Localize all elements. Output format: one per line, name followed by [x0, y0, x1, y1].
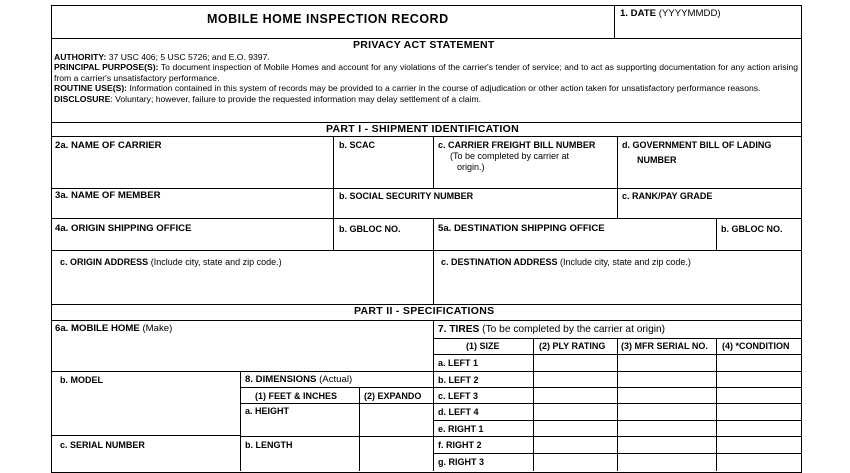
dimensions-text: 8. DIMENSIONS: [245, 374, 317, 385]
mobile-home-text: 6a. MOBILE HOME: [55, 323, 140, 334]
model-field[interactable]: [52, 387, 239, 434]
divider: [240, 387, 433, 388]
scac-field[interactable]: [334, 152, 432, 187]
mobile-home-field[interactable]: [52, 336, 432, 370]
tire-row-label: g. RIGHT 3: [438, 457, 485, 467]
tire-col-size: (1) SIZE: [466, 341, 500, 351]
disclosure-label: DISCLOSURE: [54, 93, 111, 104]
dest-address-field[interactable]: [434, 270, 801, 303]
privacy-heading: PRIVACY ACT STATEMENT: [353, 39, 495, 51]
tire-row-label: c. LEFT 3: [438, 391, 479, 401]
origin-address-note: (Include city, state and zip code.): [150, 257, 282, 267]
ssn-label: b. SOCIAL SECURITY NUMBER: [339, 191, 474, 201]
dest-office-field[interactable]: [434, 236, 715, 249]
tire-col-ply: (2) PLY RATING: [539, 341, 606, 351]
routine-label: ROUTINE USE(S):: [54, 83, 128, 94]
authority-text: 37 USC 406; 5 USC 5726; and E.O. 9397.: [108, 52, 270, 62]
dest-gbloc-field[interactable]: [717, 236, 801, 249]
scac-label: b. SCAC: [339, 140, 375, 150]
privacy-statement: [54, 52, 798, 104]
tire-row-label: a. LEFT 1: [438, 358, 479, 368]
tires-text: 7. TIRES: [438, 324, 480, 335]
origin-address-label: [60, 257, 282, 268]
serial-field[interactable]: [52, 452, 239, 470]
ssn-field[interactable]: [334, 202, 616, 217]
height-label: a. HEIGHT: [245, 406, 290, 416]
member-name-field[interactable]: [52, 202, 332, 217]
date-field[interactable]: [615, 20, 801, 37]
length-label: b. LENGTH: [245, 440, 293, 450]
divider: [51, 188, 802, 189]
divider: [51, 320, 802, 321]
dest-address-note: (Include city, state and zip code.): [560, 257, 691, 267]
dimensions-label: [245, 374, 352, 385]
rank-field[interactable]: [618, 202, 801, 217]
origin-address-text: c. ORIGIN ADDRESS: [60, 257, 149, 267]
carrier-name-label: 2a. NAME OF CARRIER: [55, 140, 162, 151]
model-label: b. MODEL: [60, 375, 103, 385]
gov-bill-label: d. GOVERNMENT BILL OF LADING: [622, 140, 772, 150]
tire-row-label: e. RIGHT 1: [438, 424, 484, 434]
tires-label: [438, 324, 665, 335]
divider: [51, 435, 240, 436]
serial-label: c. SERIAL NUMBER: [60, 440, 145, 450]
mobile-home-note: (Make): [142, 323, 173, 334]
origin-office-label: 4a. ORIGIN SHIPPING OFFICE: [55, 223, 192, 234]
divider: [51, 218, 802, 219]
tire-row-label: b. LEFT 2: [438, 375, 479, 385]
date-label-text: 1. DATE: [620, 8, 657, 19]
part2-heading: PART II - SPECIFICATIONS: [354, 305, 495, 317]
dest-address-label: [441, 257, 691, 268]
height-expando-field[interactable]: [360, 404, 432, 435]
dest-gbloc-label: b. GBLOC NO.: [721, 224, 783, 234]
purpose-text: To document inspection of Mobile Homes and account for any violations of the carrier's tender of service; and to act as supporting documentation for any action arising from a carrier's unsatisfactory performance.: [54, 62, 798, 83]
disclosure-text: : Voluntary; however, failure to provide the requested information may delay settlement of a claim.: [110, 93, 482, 104]
tire-col-serial: (3) MFR SERIAL NO.: [621, 341, 708, 351]
authority-label: AUTHORITY:: [54, 52, 107, 62]
tire-row-label: d. LEFT 4: [438, 407, 479, 417]
form-title: MOBILE HOME INSPECTION RECORD: [207, 12, 449, 26]
dest-office-label: 5a. DESTINATION SHIPPING OFFICE: [438, 223, 605, 234]
feet-inches-header: (1) FEET & INCHES: [255, 391, 338, 401]
part1-heading: PART I - SHIPMENT IDENTIFICATION: [326, 123, 519, 135]
freight-bill-field[interactable]: [434, 174, 616, 187]
mobile-home-label: [55, 323, 172, 334]
date-label: [620, 8, 721, 19]
tire-col-condition: (4) *CONDITION: [722, 341, 790, 351]
divider: [51, 250, 802, 251]
gov-bill-field[interactable]: [618, 167, 801, 187]
member-name-label: 3a. NAME OF MEMBER: [55, 190, 161, 201]
length-expando-field[interactable]: [360, 437, 432, 470]
origin-address-field[interactable]: [52, 270, 432, 303]
length-feet-field[interactable]: [241, 452, 358, 470]
divider: [433, 320, 434, 471]
dest-address-text: c. DESTINATION ADDRESS: [441, 257, 558, 267]
purpose-label: PRINCIPAL PURPOSE(S):: [54, 62, 159, 73]
height-feet-field[interactable]: [241, 418, 358, 435]
tire-row-label: f. RIGHT 2: [438, 440, 482, 450]
tires-note: (To be completed by the carrier at origin): [482, 324, 666, 335]
divider: [51, 136, 802, 137]
freight-bill-note: (To be completed by carrier at: [450, 151, 570, 161]
tire-grid-fields[interactable]: [534, 355, 801, 470]
freight-bill-note-2: origin.): [457, 162, 485, 172]
rank-label: c. RANK/PAY GRADE: [622, 191, 713, 201]
freight-bill-label: c. CARRIER FREIGHT BILL NUMBER: [438, 140, 596, 150]
expando-header: (2) EXPANDO: [364, 391, 422, 401]
origin-gbloc-label: b. GBLOC NO.: [339, 224, 401, 234]
origin-gbloc-field[interactable]: [334, 236, 432, 249]
origin-office-field[interactable]: [52, 236, 332, 249]
date-format: (YYYYMMDD): [658, 8, 721, 19]
dimensions-note: (Actual): [319, 374, 353, 385]
divider: [51, 371, 433, 372]
carrier-name-field[interactable]: [52, 152, 332, 187]
routine-text: Information contained in this system of records may be provided to a carrier in the course of adjudication or other action taken for unsatisfactory performance reasons.: [129, 83, 761, 94]
gov-bill-label-2: NUMBER: [637, 155, 677, 165]
